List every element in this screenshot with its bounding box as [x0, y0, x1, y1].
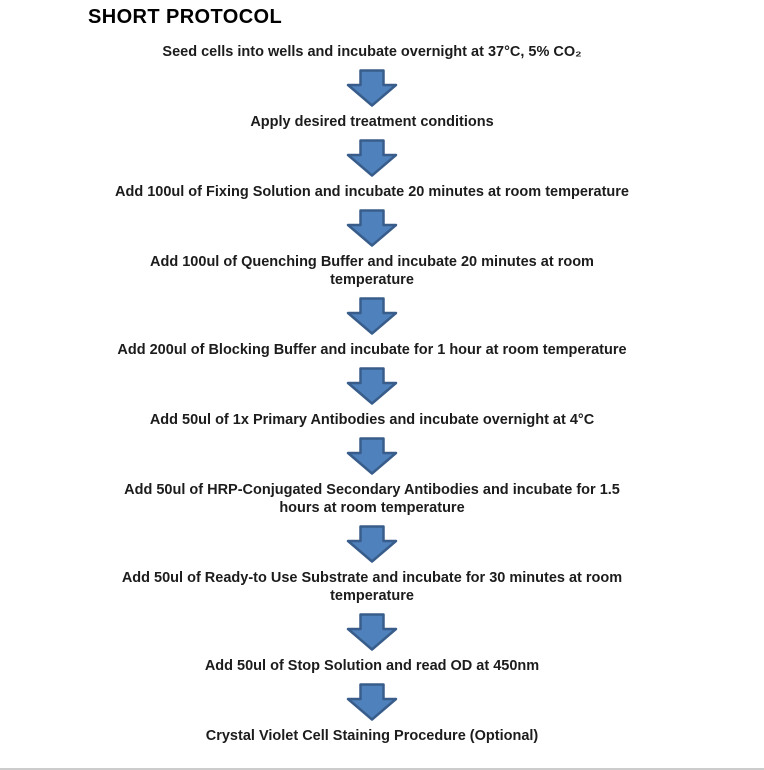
step-text: Add 50ul of 1x Primary Antibodies and incubate overnight at 4°C: [149, 412, 595, 428]
protocol-step: [124, 481, 620, 517]
down-arrow-icon: [343, 367, 401, 405]
step-text: Add 50ul of HRP-Conjugated Secondary Antibodies and incubate for 1.5: [124, 482, 620, 498]
protocol-step: [117, 341, 626, 359]
down-arrow-icon: [343, 297, 401, 335]
step-text: Seed cells into wells and incubate overnight at 37°C, 5% CO₂: [162, 44, 582, 60]
down-arrow-icon: [343, 437, 401, 475]
protocol-step: [206, 727, 539, 745]
protocol-step: [205, 657, 539, 675]
protocol-step: [250, 113, 493, 131]
page-title: SHORT PROTOCOL: [88, 6, 283, 28]
protocol-flowchart: [62, 43, 682, 745]
protocol-step: [115, 183, 629, 201]
step-text: Add 50ul of Stop Solution and read OD at 450nm: [204, 658, 540, 674]
down-arrow-icon: [343, 139, 401, 177]
step-text: temperature: [330, 588, 414, 604]
down-arrow-icon: [343, 613, 401, 651]
down-arrow-icon: [343, 69, 401, 107]
down-arrow-icon: [343, 525, 401, 563]
step-text: temperature: [330, 272, 414, 288]
protocol-step: [150, 411, 594, 429]
step-text: hours at room temperature: [279, 500, 465, 516]
step-text: Apply desired treatment conditions: [250, 114, 494, 130]
protocol-step: [150, 253, 594, 289]
step-text: Add 50ul of Ready-to Use Substrate and incubate for 30 minutes at room: [121, 570, 623, 586]
step-text: Crystal Violet Cell Staining Procedure (Optional): [205, 728, 539, 744]
down-arrow-icon: [343, 209, 401, 247]
step-text: Add 100ul of Quenching Buffer and incubate 20 minutes at room: [150, 254, 594, 270]
protocol-step: [122, 569, 622, 605]
step-text: Add 200ul of Blocking Buffer and incubate for 1 hour at room temperature: [117, 342, 627, 358]
step-text: Add 100ul of Fixing Solution and incubate 20 minutes at room temperature: [114, 184, 629, 200]
protocol-step: [162, 43, 581, 61]
down-arrow-icon: [343, 683, 401, 721]
